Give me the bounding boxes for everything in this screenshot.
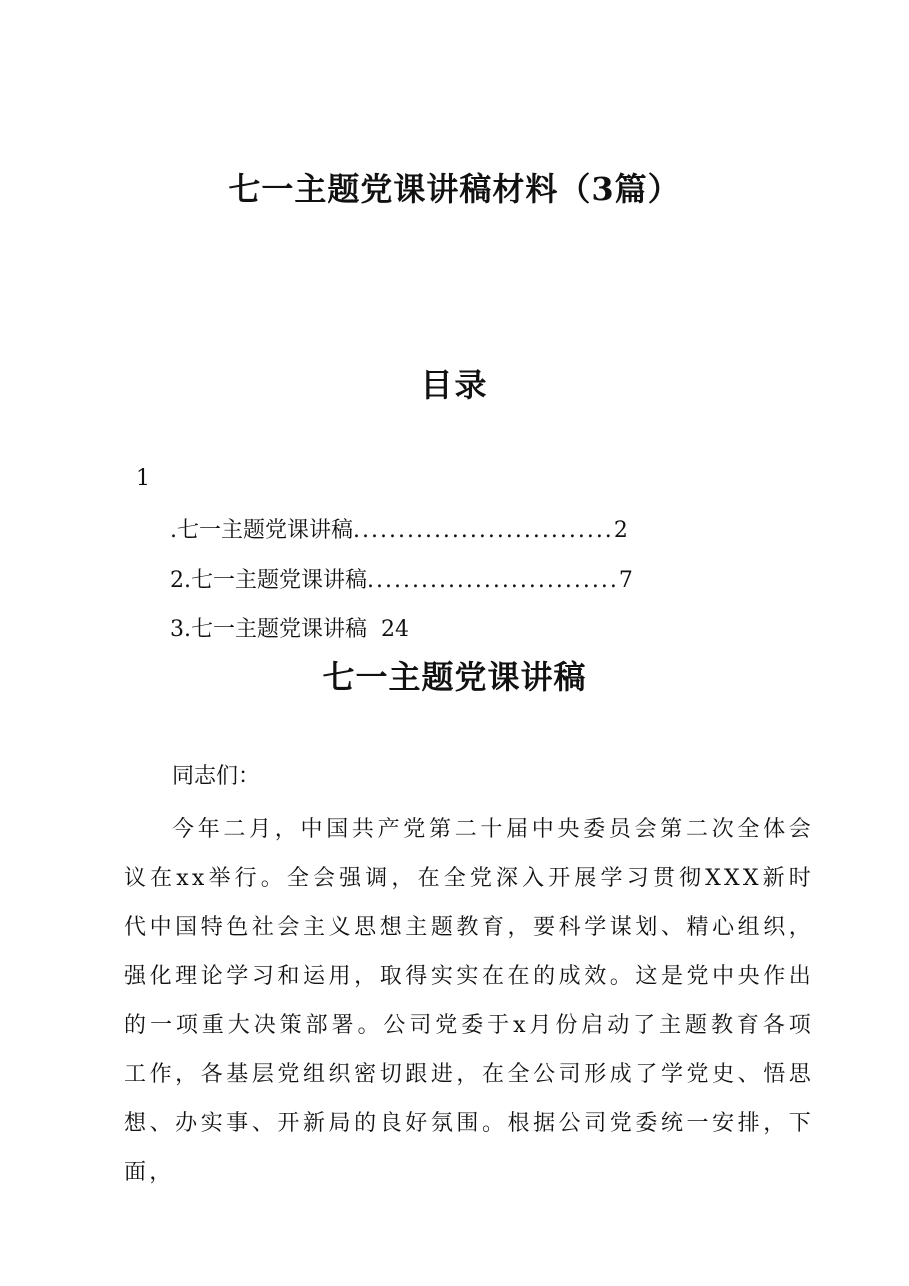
toc-prefix-number: 1	[136, 466, 150, 491]
document-title: 七一主题党课讲稿材料（3篇）	[228, 170, 681, 208]
toc-entry-1[interactable]	[170, 513, 760, 544]
toc-entry-label: .七一主题党课讲稿	[170, 518, 353, 543]
toc-heading: 目录	[420, 366, 489, 404]
toc-leader-dots: .............................	[353, 518, 614, 543]
toc-entry-page: 24	[381, 617, 409, 642]
toc-entry-2[interactable]	[170, 563, 760, 594]
section-title: 七一主题党课讲稿	[322, 658, 587, 696]
toc-entry-label: 2.七一主题党课讲稿	[170, 568, 367, 593]
toc-leader-dots: ............................	[367, 568, 619, 593]
salutation: 同志们：	[172, 764, 261, 789]
toc-entry-label: 3.七一主题党课讲稿	[170, 617, 367, 642]
toc-entry-page: 2	[613, 518, 628, 543]
body-paragraph: 今年二月，中国共产党第二十届中央委员会第二次全体会议在xx举行。全会强调，在全党深入开展学习贯彻XXX新时代中国特色社会主义思想主题教育，要科学谋划、精心组织，强化理论学习和运用，取得实实在在的成效。这是党中央作出的一项重大决策部署。公司党委于x月份启动了主题教育各项工作，各基层党组织密切跟进，在全公司形成了学党史、悟思想、办实事、开新局的良好氛围。根据公司党委统一安排，下面，	[124, 817, 814, 1185]
toc-entry-page: 7	[618, 568, 633, 593]
toc-entry-3[interactable]	[170, 612, 760, 643]
